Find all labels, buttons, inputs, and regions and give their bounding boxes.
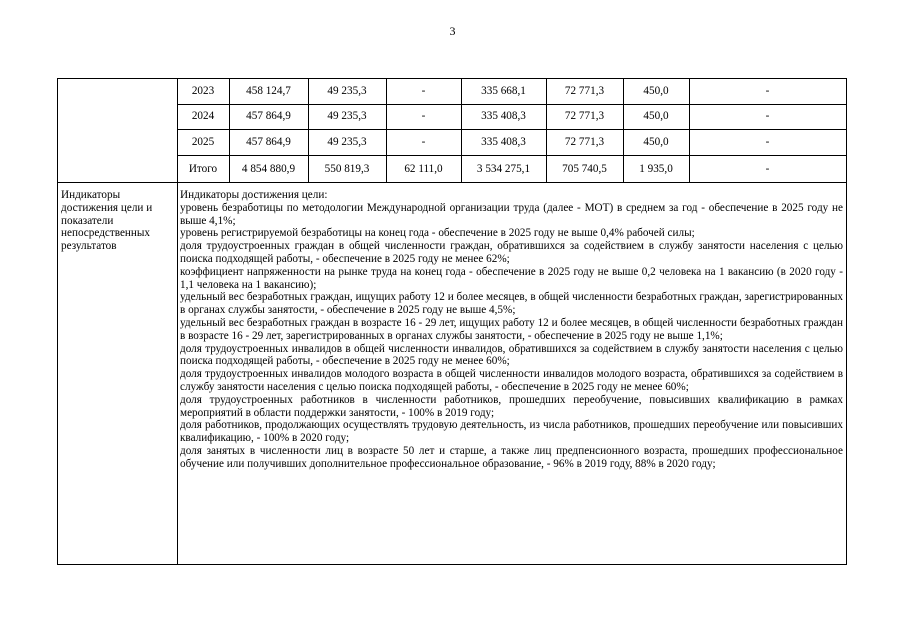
indicator-item: удельный вес безработных граждан, ищущих работу 12 и более месяцев, в общей численности безработных граждан, зарегистрированных в органах службы занятости, - обеспечение в 2025 году не выше 4,5%; — [180, 291, 843, 317]
cell-value: 450,0 — [643, 110, 669, 122]
cell-value: 458 124,7 — [246, 85, 291, 97]
cell-value: 550 819,3 — [324, 163, 370, 175]
indicator-item: доля трудоустроенных работников в численности работников, прошедших переобучение, повысивших квалификацию в рамках мероприятий в области поддержки занятости, - 100% в 2019 году; — [180, 393, 843, 419]
section-divider — [57, 182, 847, 183]
cell-value: 335 408,3 — [481, 110, 526, 122]
row-divider — [177, 155, 847, 156]
cell-value: 335 408,3 — [481, 136, 526, 148]
row-divider — [177, 104, 847, 105]
cell-value: 72 771,3 — [564, 136, 605, 148]
cell-value: 450,0 — [643, 85, 669, 97]
cell-value: 3 534 275,1 — [476, 163, 531, 175]
indicator-item: доля трудоустроенных инвалидов молодого возраста в общей численности инвалидов молодого возраста, обратившихся за содействием в службу занятости населения с целью поиска подходящей работы, - обеспечение в 2025 году не менее 60%; — [180, 368, 843, 393]
cell-value: 72 771,3 — [564, 85, 605, 97]
row-divider — [177, 129, 847, 130]
indicator-item: доля работников, продолжающих осуществлять трудовую деятельность, из числа работников, прошедших переобучение или повысивших квалификацию, - 100% в 2020 году; — [180, 419, 843, 445]
cell-value: 62 111,0 — [404, 163, 443, 175]
cell-value: - — [765, 136, 770, 148]
cell-value: - — [765, 163, 770, 175]
indicator-item: коэффициент напряженности на рынке труда на конец года - обеспечение в 2025 году не выше 0,2 человека на 1 вакансию (в 2020 году - 1,1 человека на 1 вакансию); — [180, 265, 843, 291]
column-divider — [177, 78, 178, 565]
indicator-item: уровень безработицы по методологии Международной организации труда (далее - МОТ) в среднем за год - обеспечение в 2025 году не выше 4,1%; — [180, 201, 843, 227]
table-border-left — [57, 78, 58, 565]
cell-value: - — [421, 85, 426, 97]
cell-value: 72 771,3 — [564, 110, 605, 122]
indicator-item: уровень регистрируемой безработицы на конец года - обеспечение в 2025 году не выше 0,4% рабочей силы; — [180, 227, 695, 240]
indicator-item: доля занятых в численности лиц в возрасте 50 лет и старше, а также лиц предпенсионного возраста, прошедших профессиональное обучение или получивших дополнительное профессиональное образование, - 96% в 2019 году, 88% в 2020 году; — [180, 444, 843, 470]
cell-value: 705 740,5 — [562, 163, 607, 175]
indicator-item: доля трудоустроенных инвалидов в общей численности инвалидов, обратившихся за содействием в службу занятости населения с целью поиска подходящей работы, - обеспечение в 2025 году не менее 60%; — [180, 342, 843, 368]
cell-year: 2024 — [191, 110, 215, 122]
table-border-top — [57, 78, 847, 79]
cell-value: 49 235,3 — [327, 85, 367, 97]
indicators-label: Индикаторы достижения цели и показатели непосредственных результатов — [61, 189, 153, 253]
cell-value: 4 854 880,9 — [241, 163, 296, 175]
cell-value: - — [421, 110, 426, 122]
cell-value: 49 235,3 — [327, 136, 367, 148]
cell-value: - — [421, 136, 426, 148]
cell-value: - — [765, 85, 770, 97]
cell-value: - — [765, 110, 770, 122]
cell-value: 450,0 — [643, 136, 669, 148]
table-border-right — [846, 78, 847, 565]
indicators-block — [180, 189, 843, 471]
cell-value: 1 935,0 — [639, 163, 673, 175]
cell-total-label: Итого — [188, 163, 218, 175]
cell-value: 457 864,9 — [246, 136, 291, 148]
indicator-item: удельный вес безработных граждан в возрасте 16 - 29 лет, ищущих работу 12 и более месяцев, в общей численности безработных граждан в возрасте 16 - 29 лет, зарегистрированных в органах службы занятости, - обеспечение в 2025 году не выше 1,1%; — [180, 316, 843, 342]
cell-value: 49 235,3 — [327, 110, 367, 122]
cell-value: 335 668,1 — [481, 85, 526, 97]
indicators-heading: Индикаторы достижения цели: — [180, 189, 328, 201]
cell-year: 2023 — [191, 85, 215, 97]
cell-year: 2025 — [191, 136, 215, 148]
cell-value: 457 864,9 — [246, 110, 291, 122]
table-border-bottom — [57, 564, 847, 565]
indicator-item: доля трудоустроенных граждан в общей численности граждан, обратившихся за содействием в службу занятости населения с целью поиска подходящей работы, - обеспечение в 2025 году не менее 62%; — [180, 240, 843, 265]
page-number: 3 — [449, 24, 456, 38]
